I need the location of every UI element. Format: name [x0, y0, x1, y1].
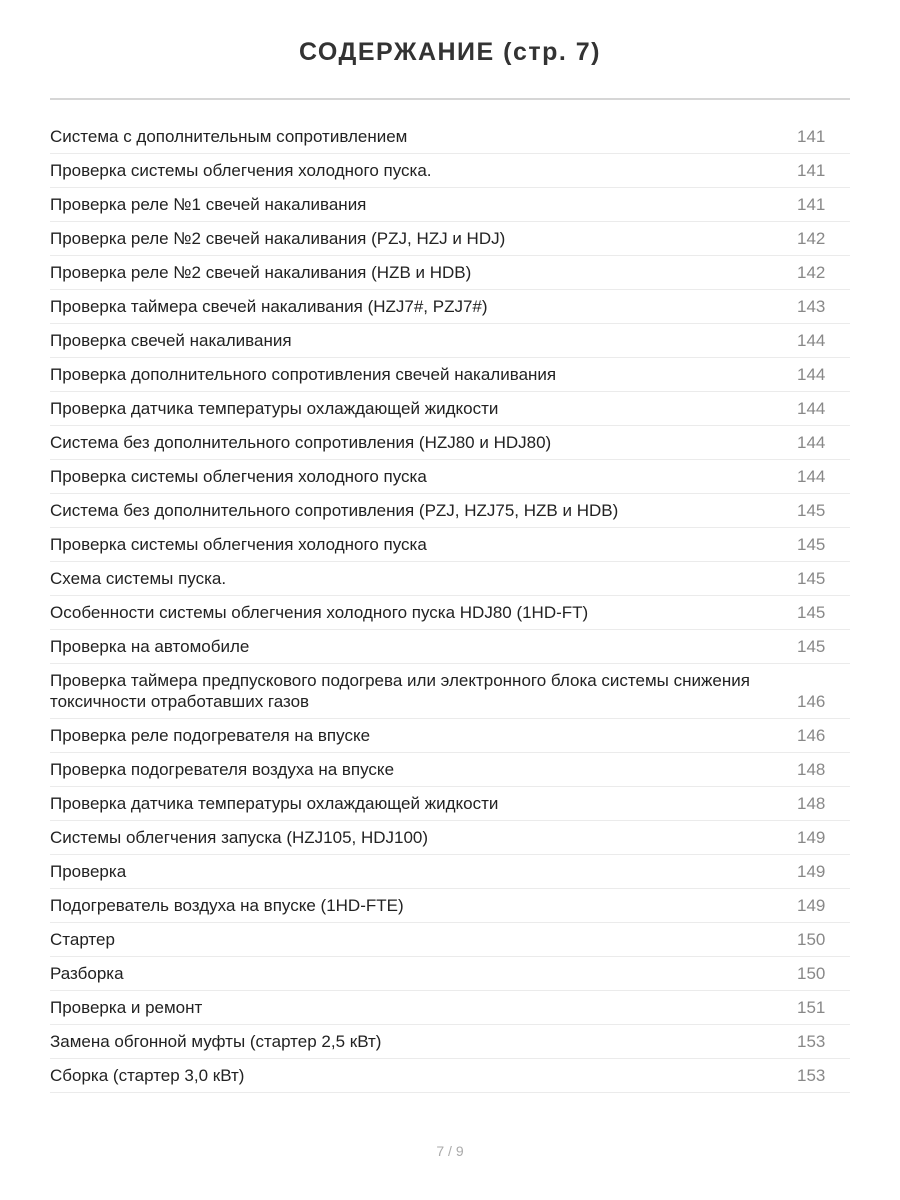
- page-title: СОДЕРЖАНИЕ (стр. 7): [298, 38, 602, 66]
- toc-entry-page: 142: [797, 263, 826, 282]
- toc-entry-page: 144: [797, 433, 826, 452]
- toc-entry-title: Проверка системы облегчения холодного пуска: [50, 535, 427, 554]
- toc-entry-page: 150: [797, 930, 826, 949]
- toc-entry-page: 149: [797, 896, 826, 915]
- toc-entry-title: Проверка таймера свечей накаливания (HZJ7#, PZJ7#): [50, 297, 488, 316]
- toc-row[interactable]: [50, 821, 850, 855]
- toc-entry-title: Система без дополнительного сопротивления (PZJ, HZJ75, HZB и HDB): [50, 501, 619, 520]
- toc-entry-title: Проверка реле подогревателя на впуске: [50, 726, 371, 745]
- toc-row[interactable]: [50, 324, 850, 358]
- toc-entry-page: 148: [797, 794, 826, 813]
- toc-entry-title: Проверка и ремонт: [50, 998, 203, 1017]
- toc-entry-page: 141: [797, 195, 826, 214]
- toc-row[interactable]: [50, 528, 850, 562]
- toc-entry-page: 145: [797, 569, 826, 588]
- toc-row[interactable]: [50, 290, 850, 324]
- toc-entry-title: Системы облегчения запуска (HZJ105, HDJ100): [50, 828, 429, 847]
- toc-row[interactable]: [50, 222, 850, 256]
- toc-row[interactable]: [50, 460, 850, 494]
- toc-entry-title: Проверка реле №2 свечей накаливания (HZB и HDB): [50, 263, 472, 282]
- toc-entry-title: Проверка системы облегчения холодного пуска.: [50, 161, 432, 180]
- toc-entry-page: 145: [797, 603, 826, 622]
- toc-row[interactable]: [50, 923, 850, 957]
- toc-entry-page: 146: [797, 726, 826, 745]
- toc-row[interactable]: [50, 120, 850, 154]
- toc-row[interactable]: [50, 855, 850, 889]
- toc-entry-title: Проверка: [50, 862, 127, 881]
- toc-row[interactable]: [50, 562, 850, 596]
- toc-entry-title: Проверка реле №2 свечей накаливания (PZJ, HZJ и HDJ): [50, 229, 506, 248]
- page-counter: 7 / 9: [436, 1143, 464, 1159]
- toc-entry-page: 145: [797, 637, 826, 656]
- toc-entry-page: 144: [797, 365, 826, 384]
- title-divider: [50, 98, 850, 100]
- toc-entry-title: Разборка: [50, 964, 124, 983]
- toc-row[interactable]: [50, 957, 850, 991]
- toc-entry-page: 153: [797, 1032, 826, 1051]
- toc-entry-title: Особенности системы облегчения холодного пуска HDJ80 (1HD-FT): [50, 603, 589, 622]
- toc-row[interactable]: [50, 188, 850, 222]
- toc-row[interactable]: [50, 392, 850, 426]
- toc-entry-title: Схема системы пуска.: [50, 569, 227, 588]
- toc-entry-title: Замена обгонной муфты (стартер 2,5 кВт): [50, 1032, 382, 1051]
- toc-row[interactable]: [50, 256, 850, 290]
- toc-entry-page: 153: [797, 1066, 826, 1085]
- toc-entry-page: 143: [797, 297, 826, 316]
- toc-row[interactable]: [50, 991, 850, 1025]
- toc-row[interactable]: [50, 753, 850, 787]
- toc-entry-page: 144: [797, 467, 826, 486]
- toc-entry-page: 146: [797, 692, 826, 711]
- toc-entry-title: Проверка на автомобиле: [50, 637, 250, 656]
- toc-entry-page: 151: [797, 998, 826, 1017]
- toc-entry-title: Проверка системы облегчения холодного пуска: [50, 467, 427, 486]
- toc-entry-title: Проверка датчика температуры охлаждающей жидкости: [50, 794, 499, 813]
- toc-row[interactable]: [50, 1059, 850, 1093]
- toc-entry-title: Проверка реле №1 свечей накаливания: [50, 195, 367, 214]
- toc-entry-page: 149: [797, 862, 826, 881]
- toc-list: [50, 120, 850, 1093]
- toc-entry-title: Подогреватель воздуха на впуске (1HD-FTE): [50, 896, 404, 915]
- toc-entry-page: 144: [797, 331, 826, 350]
- toc-entry-title: Сборка (стартер 3,0 кВт): [50, 1066, 245, 1085]
- toc-row[interactable]: [50, 494, 850, 528]
- toc-row[interactable]: [50, 889, 850, 923]
- toc-row[interactable]: [50, 154, 850, 188]
- toc-entry-title: Проверка дополнительного сопротивления свечей накаливания: [50, 365, 557, 384]
- toc-entry-title: Проверка датчика температуры охлаждающей жидкости: [50, 399, 499, 418]
- toc-entry-page: 142: [797, 229, 826, 248]
- toc-entry-page: 141: [797, 161, 826, 180]
- toc-entry-page: 148: [797, 760, 826, 779]
- toc-entry-title: Система с дополнительным сопротивлением: [50, 127, 408, 146]
- toc-row[interactable]: [50, 630, 850, 664]
- toc-row[interactable]: [50, 719, 850, 753]
- toc-row[interactable]: [50, 1025, 850, 1059]
- toc-entry-page: 145: [797, 501, 826, 520]
- toc-entry-page: 149: [797, 828, 826, 847]
- toc-row[interactable]: [50, 358, 850, 392]
- toc-entry-title: Проверка таймера предпускового подогрева или электронного блока системы снижения токсичности отработавших газов: [50, 671, 750, 711]
- toc-row[interactable]: [50, 664, 850, 719]
- toc-entry-page: 150: [797, 964, 826, 983]
- toc-row[interactable]: [50, 426, 850, 460]
- toc-row[interactable]: [50, 787, 850, 821]
- toc-entry-title: Проверка свечей накаливания: [50, 331, 292, 350]
- toc-entry-page: 145: [797, 535, 826, 554]
- toc-entry-page: 144: [797, 399, 826, 418]
- toc-entry-title: Стартер: [50, 930, 115, 949]
- toc-row[interactable]: [50, 596, 850, 630]
- toc-entry-page: 141: [797, 127, 826, 146]
- toc-entry-title: Система без дополнительного сопротивления (HZJ80 и HDJ80): [50, 433, 552, 452]
- toc-entry-title: Проверка подогревателя воздуха на впуске: [50, 760, 395, 779]
